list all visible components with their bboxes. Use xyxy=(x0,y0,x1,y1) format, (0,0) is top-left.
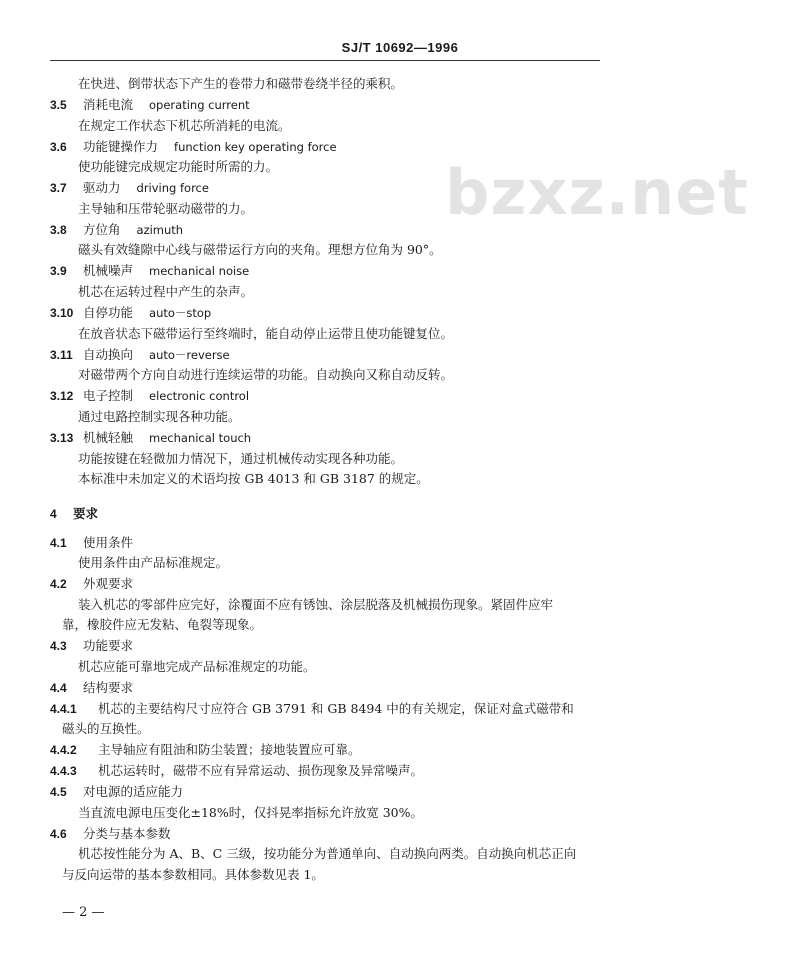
clause-text: 主导轴应有阻油和防尘装置；接地装置应可靠。 xyxy=(98,742,361,757)
intro-line: 在快进、倒带状态下产生的卷带力和磁带卷绕半径的乘积。 xyxy=(78,76,404,91)
term-zh: 驱动力 xyxy=(83,180,121,195)
term-definition: 使功能键完成规定功能时所需的力。 xyxy=(78,159,279,174)
clause-text: 机芯按性能分为 A、B、C 三级，按功能分为普通单向、自动换向两类。自动换向机芯正向 xyxy=(78,846,577,861)
term-title xyxy=(83,430,251,446)
clause-text: 机芯运转时，磁带不应有异常运动、损伤现象及异常噪声。 xyxy=(98,763,424,778)
term-zh: 方位角 xyxy=(83,222,121,237)
term-zh: 电子控制 xyxy=(83,388,134,403)
term-number: 3.12 xyxy=(50,389,74,403)
term-zh: 机械轻触 xyxy=(83,430,134,445)
clause-title: 结构要求 xyxy=(83,680,134,695)
section-title: 要求 xyxy=(73,506,99,521)
clause-text: 机芯应能可靠地完成产品标准规定的功能。 xyxy=(78,659,316,674)
term-zh: 自停功能 xyxy=(83,305,134,320)
clause-text: 装入机芯的零部件应完好，涂覆面不应有锈蚀、涂层脱落及机械损伤现象。紧固件应牢 xyxy=(78,597,554,612)
clause-number: 4.1 xyxy=(50,536,67,550)
term-en: function key operating force xyxy=(174,140,337,154)
term-number: 3.9 xyxy=(50,264,67,278)
term-zh: 功能键操作力 xyxy=(83,139,159,154)
clause-title: 使用条件 xyxy=(83,535,134,550)
term-title xyxy=(83,139,337,155)
term-definition: 主导轴和压带轮驱动磁带的力。 xyxy=(78,201,254,216)
term-definition: 在规定工作状态下机芯所消耗的电流。 xyxy=(78,118,291,133)
clause-text: 机芯的主要结构尺寸应符合 GB 3791 和 GB 8494 中的有关规定，保证对盒式磁带和 xyxy=(98,701,574,716)
term-en: driving force xyxy=(136,181,209,195)
term-number: 3.7 xyxy=(50,181,67,195)
clause-number: 4.4 xyxy=(50,681,67,695)
term-number: 3.6 xyxy=(50,140,67,154)
term-title xyxy=(83,388,249,404)
term-number: 3.11 xyxy=(50,348,73,362)
term-en: azimuth xyxy=(136,223,184,237)
term-title xyxy=(83,97,250,113)
clause-number: 4.6 xyxy=(50,827,67,841)
header-rule xyxy=(50,60,600,61)
term-zh: 机械噪声 xyxy=(83,263,134,278)
clause-title: 对电源的适应能力 xyxy=(83,784,184,799)
clause-number: 4.4.3 xyxy=(50,764,77,778)
term-en: mechanical noise xyxy=(149,264,250,278)
clause-title: 分类与基本参数 xyxy=(83,826,171,841)
term-zh: 自动换向 xyxy=(83,347,134,362)
term-definition: 机芯在运转过程中产生的杂声。 xyxy=(78,284,254,299)
term-number: 3.8 xyxy=(50,223,67,237)
term-title xyxy=(83,222,183,238)
term-definition: 磁头有效缝隙中心线与磁带运行方向的夹角。理想方位角为 90°。 xyxy=(78,242,442,257)
clause-title: 功能要求 xyxy=(83,638,134,653)
section-number: 4 xyxy=(50,507,57,521)
clause-text-cont: 与反向运带的基本参数相同。具体参数见表 1。 xyxy=(62,867,324,882)
term-number: 3.10 xyxy=(50,306,74,320)
term-number: 3.5 xyxy=(50,98,67,112)
terms-note: 本标准中未加定义的术语均按 GB 4013 和 GB 3187 的规定。 xyxy=(78,471,429,486)
term-definition: 通过电路控制实现各种功能。 xyxy=(78,409,241,424)
clause-number: 4.5 xyxy=(50,785,67,799)
term-title xyxy=(83,305,211,321)
term-zh: 消耗电流 xyxy=(83,97,134,112)
clause-text: 使用条件由产品标准规定。 xyxy=(78,555,229,570)
term-en: auto－reverse xyxy=(149,348,230,362)
page-number: — 2 — xyxy=(62,905,105,920)
term-en: mechanical touch xyxy=(149,431,252,445)
term-title xyxy=(83,180,209,196)
clause-title: 外观要求 xyxy=(83,576,134,591)
term-number: 3.13 xyxy=(50,431,74,445)
term-definition: 对磁带两个方向自动进行连续运带的功能。自动换向又称自动反转。 xyxy=(78,367,454,382)
clause-text: 当直流电源电压变化±18%时，仅抖晃率指标允许放宽 30%。 xyxy=(78,805,424,820)
term-en: electronic control xyxy=(149,389,250,403)
clause-text-cont: 磁头的互换性。 xyxy=(62,721,150,736)
clause-number: 4.4.2 xyxy=(50,743,77,757)
term-definition: 在放音状态下磁带运行至终端时，能自动停止运带且使功能键复位。 xyxy=(78,326,454,341)
clause-text-cont: 靠，橡胶件应无发粘、龟裂等现象。 xyxy=(62,617,263,632)
term-title xyxy=(83,347,230,363)
term-definition: 功能按键在轻微加力情况下，通过机械传动实现各种功能。 xyxy=(78,451,404,466)
standard-number-header: SJ/T 10692—1996 xyxy=(341,40,459,55)
term-en: operating current xyxy=(149,98,250,112)
term-en: auto－stop xyxy=(149,306,212,320)
watermark: bzxz.net xyxy=(445,156,749,229)
term-title xyxy=(83,263,249,279)
clause-number: 4.4.1 xyxy=(50,702,77,716)
clause-number: 4.2 xyxy=(50,577,67,591)
clause-number: 4.3 xyxy=(50,639,67,653)
